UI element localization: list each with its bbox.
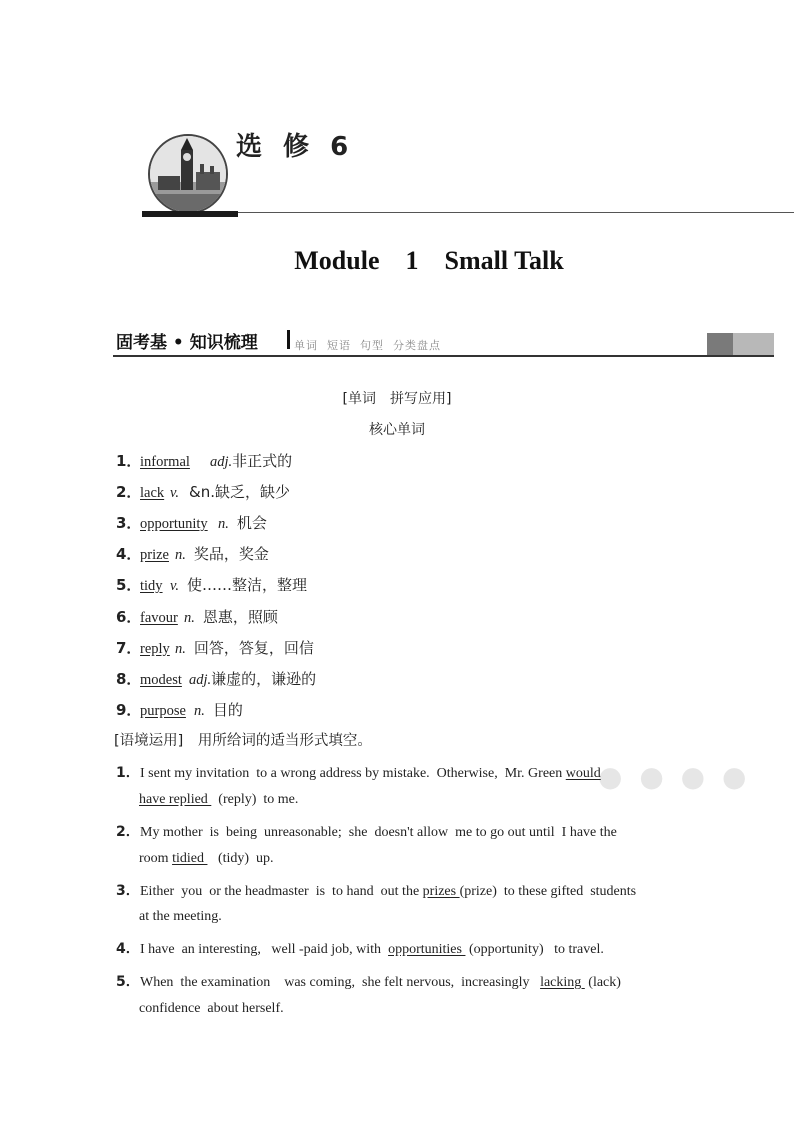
exercise-answer: would [565,766,601,781]
vocab-item [116,699,243,720]
section-subtitle: 单词 短语 句型 分类盘点 [294,339,441,352]
exercise-continuation [139,909,222,925]
vocab-item [116,637,314,658]
vocab-pos: n. [175,547,186,563]
exercise-item [116,762,601,782]
vocab-meaning: 恩惠，照顾 [202,608,278,626]
exercise-answer: have replied [139,792,212,807]
vocab-item [116,574,307,595]
vocab-meaning: 目的 [212,701,243,719]
vocab-pos: n. [184,610,195,626]
vocab-pos: v. [170,485,179,501]
volume-title: 选 修 6 [236,132,355,162]
exercise-answer: lacking [540,975,585,990]
vocab-pos: n. [218,516,229,532]
vocab-word: favour [140,610,178,626]
vocab-number: 7． [116,639,142,657]
vocab-pos: adj. [189,672,212,688]
vocab-item [116,512,267,533]
header-rule-thin [238,212,794,213]
vocab-meaning: 奖品，奖金 [193,545,269,563]
exercise-text: (opportunity) to travel. [465,942,604,957]
exercise-text: (reply) to me. [211,792,299,807]
word-section-heading: [单词 拼写应用] [342,391,452,407]
section-block-dark [707,333,733,355]
vocab-number: 4． [116,545,142,563]
exercise-item [116,938,604,958]
exercise-number: 5． [116,974,140,990]
big-ben-icon [150,136,226,212]
section-title: 固考基 • 知识梳理 [116,333,258,353]
vocab-word: opportunity [140,516,208,532]
vocab-number: 9． [116,701,142,719]
vocab-item [116,606,278,627]
exercise-text: (lack) [584,975,621,990]
exercise-text: When the examination was coming, she felt nervous, increasingly [140,975,541,990]
exercise-text: (prize) to these gifted students [459,884,637,899]
section-underline [113,355,774,357]
vocab-item [116,668,316,689]
exercise-continuation [139,1001,284,1017]
vocab-word: tidy [140,578,163,594]
vocab-number: 8． [116,670,142,688]
vocab-number: 3． [116,514,142,532]
exercise-number: 3． [116,883,140,899]
vocab-meaning: 谦虚的，谦逊的 [211,670,317,688]
vocab-item [116,543,269,564]
exercise-text: I have an interesting, well -paid job, with [140,942,389,957]
exercise-text: Either you or the headmaster is to hand out the [140,884,423,899]
exercise-item [116,821,617,841]
exercise-text: I sent my invitation to a wrong address by mistake. Otherwise, Mr. Green [140,766,566,781]
vocab-number: 2． [116,483,142,501]
vocab-meaning: &n.缺乏，缺少 [189,483,290,501]
exercise-item [116,880,636,900]
vocab-word: informal [140,454,190,470]
vocab-meaning: 非正式的 [232,452,293,470]
vocab-number: 5． [116,576,142,594]
vocab-meaning: 机会 [236,514,267,532]
module-title: Module 1 Small Talk [294,246,564,275]
vocab-item [116,481,290,502]
exercise-text: room [139,851,173,866]
exercise-text: My mother is being unreasonable; she doesn't allow me to go out until I have the [140,825,617,840]
exercise-text: at the meeting. [139,909,222,924]
header-rule-thick [142,211,238,217]
vocab-word: modest [140,672,182,688]
vocab-pos: v. [170,578,179,594]
watermark: ● ● ● ● [598,760,751,793]
exercise-continuation [139,851,274,867]
vocab-word: reply [140,641,170,657]
vocab-meaning: 回答，答复，回信 [193,639,314,657]
clock-tower-emblem [148,134,228,214]
exercise-item [116,971,621,991]
vocab-number: 1． [116,452,142,470]
exercise-continuation [139,792,298,808]
vocab-word: purpose [140,703,186,719]
exercise-answer: prizes [422,884,460,899]
vocab-number: 6． [116,608,142,626]
vocab-pos: n. [194,703,205,719]
exercise-text: (tidy) up. [207,851,274,866]
section-block-light [733,333,774,355]
section-divider [287,330,290,349]
vocab-pos: n. [175,641,186,657]
vocab-meaning: 使……整洁，整理 [187,576,308,594]
exercise-number: 2． [116,824,140,840]
exercise-text: confidence about herself. [139,1001,284,1016]
vocab-pos: adj. [210,454,233,470]
vocab-word: lack [140,485,165,501]
vocab-word: prize [140,547,169,563]
context-instruction: [语境运用] 用所给词的适当形式填空。 [114,733,372,749]
word-section-subheading: 核心单词 [369,422,425,438]
exercise-answer: tidied [172,851,208,866]
exercise-answer: opportunities [388,942,466,957]
exercise-number: 1． [116,765,140,781]
exercise-number: 4． [116,941,140,957]
vocab-item [116,450,292,471]
